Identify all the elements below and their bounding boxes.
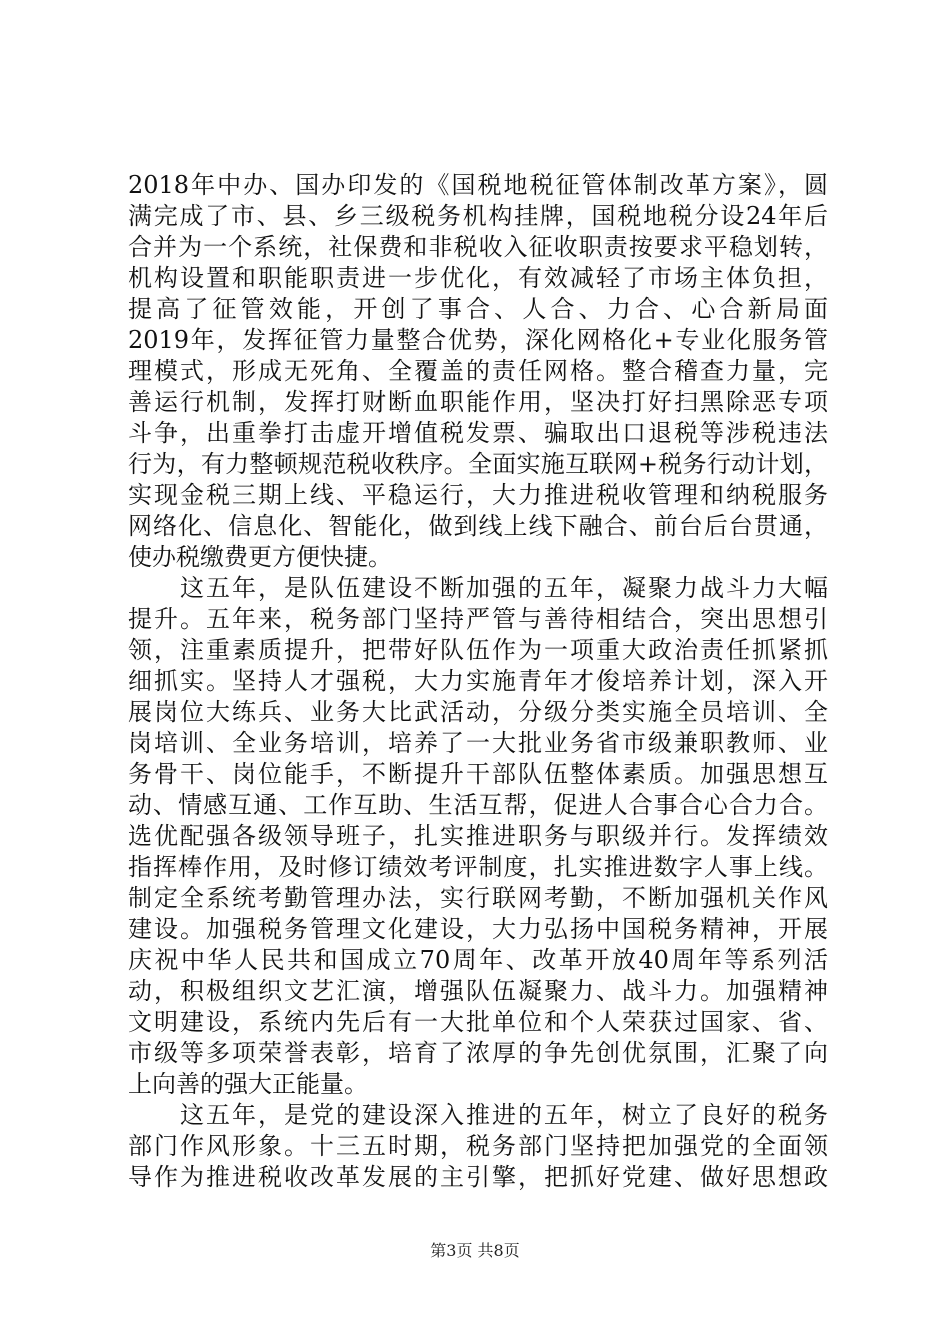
text-line: 动，积极组织文艺汇演，增强队伍凝聚力、战斗力。加强精神 <box>128 977 828 1005</box>
text-line: 满完成了市、县、乡三级税务机构挂牌，国税地税分设24年后 <box>128 202 828 230</box>
text-line: 建设。加强税务管理文化建设，大力弘扬中国税务精神，开展 <box>128 915 828 943</box>
text-line: 岗培训、全业务培训，培养了一大批业务省市级兼职教师、业 <box>128 729 828 757</box>
text-line: 使办税缴费更方便快捷。 <box>128 543 392 571</box>
text-line: 提高了征管效能，开创了事合、人合、力合、心合新局面 <box>128 295 828 323</box>
text-line: 2018年中办、国办印发的《国税地税征管体制改革方案》，圆 <box>128 171 828 199</box>
text-line: 制定全系统考勤管理办法，实行联网考勤，不断加强机关作风 <box>128 884 828 912</box>
text-line: 斗争，出重拳打击虚开增值税发票、骗取出口退税等涉税违法 <box>128 419 828 447</box>
text-line: 实现金税三期上线、平稳运行，大力推进税收管理和纳税服务 <box>128 481 828 509</box>
text-line: 指挥棒作用，及时修订绩效考评制度，扎实推进数字人事上线。 <box>128 853 828 881</box>
text-line: 合并为一个系统，社保费和非税收入征收职责按要求平稳划转， <box>128 233 828 261</box>
text-line: 领，注重素质提升，把带好队伍作为一项重大政治责任抓紧抓 <box>128 636 828 664</box>
text-line: 市级等多项荣誉表彰，培育了浓厚的争先创优氛围，汇聚了向 <box>128 1039 828 1067</box>
text-line: 2019年，发挥征管力量整合优势，深化网格化+专业化服务管 <box>128 326 828 354</box>
text-line: 选优配强各级领导班子，扎实推进职务与职级并行。发挥绩效 <box>128 822 828 850</box>
page-footer: 第3页 共8页 <box>430 1241 520 1260</box>
text-line: 这五年，是党的建设深入推进的五年，树立了良好的税务 <box>128 1101 828 1129</box>
text-line: 行为，有力整顿规范税收秩序。全面实施互联网+税务行动计划， <box>128 450 828 478</box>
text-line: 务骨干、岗位能手，不断提升干部队伍整体素质。加强思想互 <box>128 760 828 788</box>
document-body <box>128 170 828 1193</box>
text-line: 部门作风形象。十三五时期，税务部门坚持把加强党的全面领 <box>128 1132 828 1160</box>
text-line: 这五年，是队伍建设不断加强的五年，凝聚力战斗力大幅 <box>128 574 828 602</box>
text-line: 文明建设，系统内先后有一大批单位和个人荣获过国家、省、 <box>128 1008 828 1036</box>
text-line: 展岗位大练兵、业务大比武活动，分级分类实施全员培训、全 <box>128 698 828 726</box>
text-line: 提升。五年来，税务部门坚持严管与善待相结合，突出思想引 <box>128 605 828 633</box>
text-line: 细抓实。坚持人才强税，大力实施青年才俊培养计划，深入开 <box>128 667 828 695</box>
text-line: 导作为推进税收改革发展的主引擎，把抓好党建、做好思想政 <box>128 1163 828 1191</box>
text-line: 理模式，形成无死角、全覆盖的责任网格。整合稽查力量，完 <box>128 357 828 385</box>
text-line: 动、情感互通、工作互助、生活互帮，促进人合事合心合力合。 <box>128 791 828 819</box>
text-line: 网络化、信息化、智能化，做到线上线下融合、前台后台贯通， <box>128 512 828 540</box>
text-line: 善运行机制，发挥打财断血职能作用，坚决打好扫黑除恶专项 <box>128 388 828 416</box>
text-line: 上向善的强大正能量。 <box>128 1070 368 1098</box>
text-line: 机构设置和职能职责进一步优化，有效减轻了市场主体负担， <box>128 264 828 292</box>
text-line: 庆祝中华人民共和国成立70周年、改革开放40周年等系列活 <box>128 946 828 974</box>
